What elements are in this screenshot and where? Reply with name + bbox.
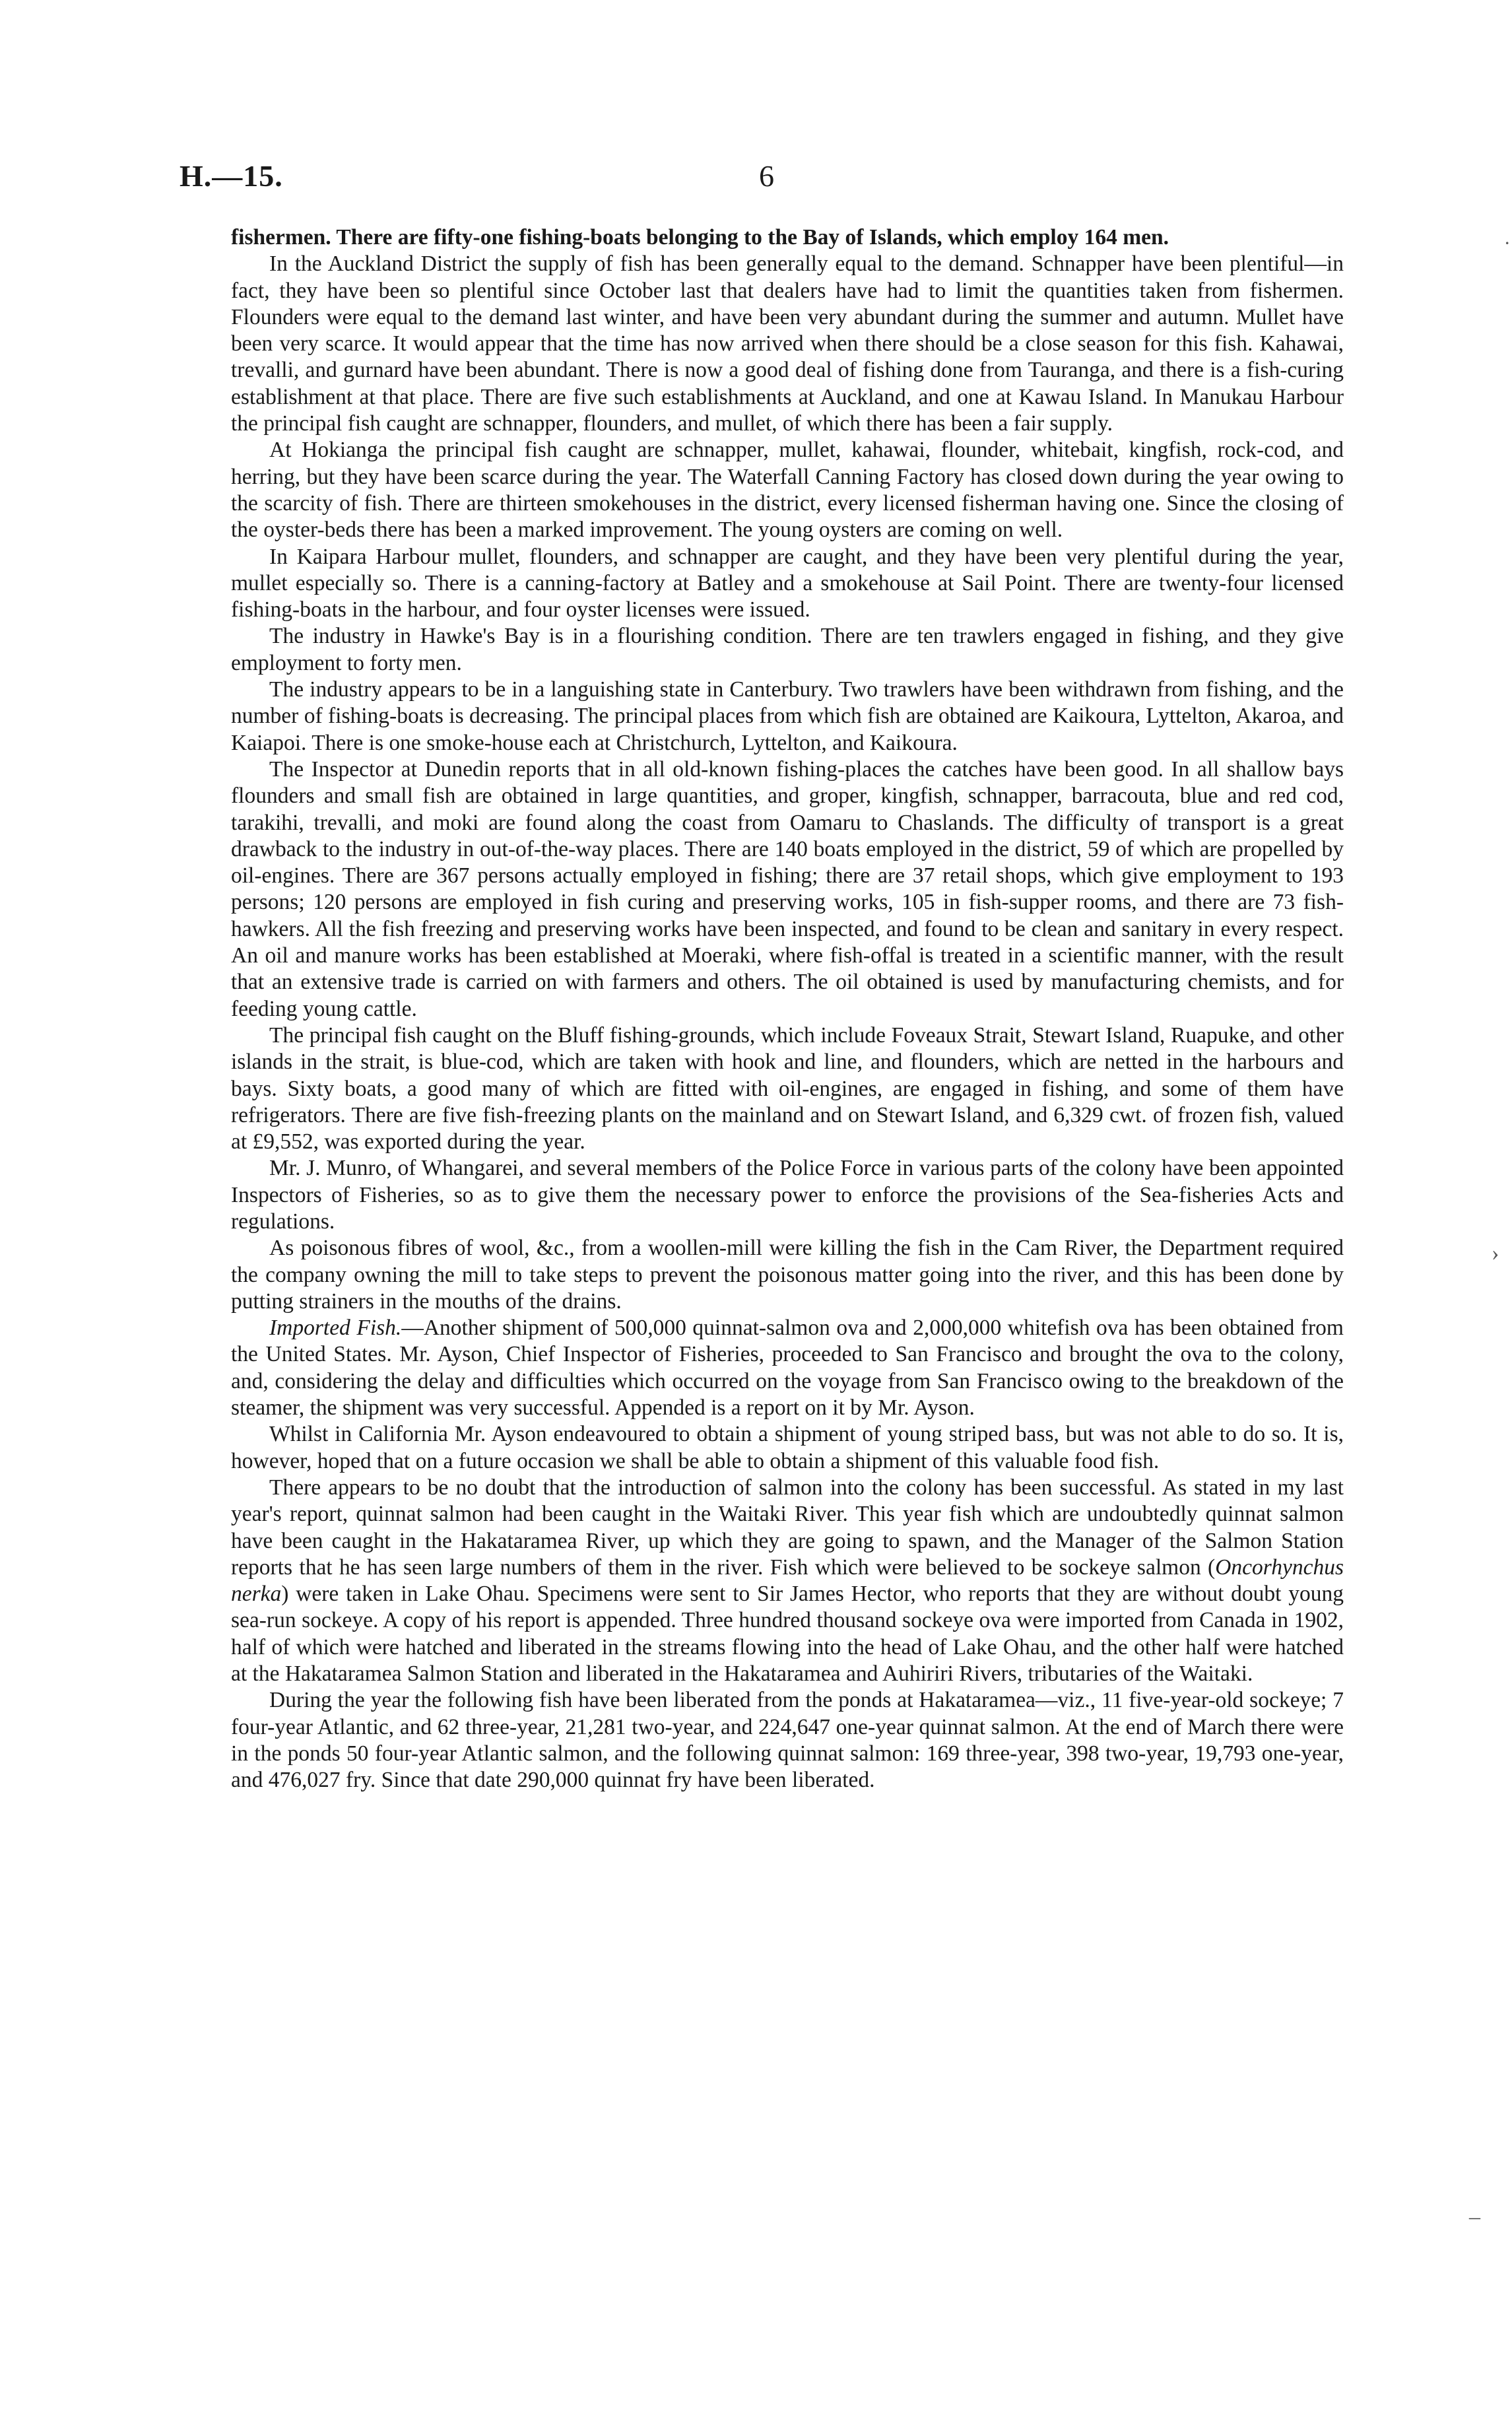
section-lead: Imported Fish.	[269, 1316, 402, 1341]
body-text	[231, 224, 1344, 1794]
paragraph-text: —Another shipment of 500,000 quinnat-salmon ova and 2,000,000 whitefish ova has been obtained from the United States. Mr. Ayson, Chief Inspector of Fisheries, proceeded to San Francisco and brought the ova to the colony, and, considering the delay and difficulties which occurred on the voyage from San Francisco owing to the breakdown of the steamer, the shipment was very successful. Appended is a report on it by Mr. Ayson.	[231, 1316, 1344, 1421]
paragraph-text: ) were taken in Lake Ohau. Specimens were sent to Sir James Hector, who reports that they are without doubt young sea-run sockeye. A copy of his report is appended. Three hundred thousand sockeye ova were imported from Canada in 1902, half of which were hatched and liberated in the streams flowing into the head of Lake Ohau, and the other half were hatched at the Hakataramea Salmon Station and liberated in the Hakataramea and Auhiriri Rivers, tributaries of the Waitaki.	[231, 1582, 1344, 1687]
paragraph: As poisonous fibres of wool, &c., from a woollen-mill were killing the fish in the Cam River, the Department required the company owning the mill to take steps to prevent the poisonous matter going into the river, and this has been done by putting strainers in the mouths of the drains.	[231, 1236, 1344, 1314]
paragraph: Whilst in California Mr. Ayson endeavoured to obtain a shipment of young striped bass, but was not able to do so. It is, however, hoped that on a future occasion we shall be able to obtain a shipment of this valuable food fish.	[231, 1422, 1344, 1473]
paragraph: In the Auckland District the supply of fish has been generally equal to the demand. Schnapper have been plentiful—in fact, they have been so plentiful since October last that dealers have had to limit the quantities taken from fishermen. Flounders were equal to the demand last winter, and have been very abundant during the summer and autumn. Mullet have been very scarce. It would appear that the time has now arrived when there should be a close season for this fish. Kahawai, trevalli, and gurnard have been abundant. There is now a good deal of fishing done from Tauranga, and there is a fish-curing establishment at that place. There are five such establishments at Auckland, and one at Kawau Island. In Manukau Harbour the principal fish caught are schnapper, flounders, and mullet, of which there has been a fair supply.	[231, 251, 1344, 436]
paragraph: During the year the following fish have been liberated from the ponds at Hakataramea—viz., 11 five-year-old sockeye; 7 four-year Atlantic, and 62 three-year, 21,281 two-year, and 224,647 one-year quinnat salmon. At the end of March there were in the ponds 50 four-year Atlantic salmon, and the following quinnat salmon: 169 three-year, 398 two-year, 19,793 one-year, and 476,027 fry. Since that date 290,000 quinnat fry have been liberated.	[231, 1688, 1344, 1793]
species-name: Oncorhynchus nerka	[231, 1555, 1344, 1607]
margin-mark: ˙	[1503, 238, 1511, 262]
paragraph: In Kaipara Harbour mullet, flounders, and schnapper are caught, and they have been very plentiful during the year, mullet especially so. There is a canning-factory at Batley and a smokehouse at Sail Point. There are twenty-four licensed fishing-boats in the harbour, and four oyster licenses were issued.	[231, 544, 1344, 622]
paragraph-text: There appears to be no doubt that the introduction of salmon into the colony has been successful. As stated in my last year's report, quinnat salmon had been caught in the Waitaki River. This year fish which are undoubtedly quinnat salmon have been caught in the Hakataramea River, up which they are going to spawn, and the Manager of the Salmon Station reports that he has seen large numbers of them in the river. Fish which were believed to be sockeye salmon (	[231, 1475, 1344, 1580]
margin-mark: ›	[1492, 1241, 1499, 1265]
paragraph: fishermen. There are fifty-one fishing-boats belonging to the Bay of Islands, which employ 164 men.	[231, 225, 1169, 250]
paragraph: The industry in Hawke's Bay is in a flourishing condition. There are ten trawlers engaged in fishing, and they give employment to forty men.	[231, 624, 1344, 675]
page-number: 6	[759, 159, 774, 193]
paragraph: The Inspector at Dunedin reports that in all old-known fishing-places the catches have been good. In all shallow bays flounders and small fish are obtained in large quantities, and groper, kingfish, schnapper, barracouta, blue and red cod, tarakihi, trevalli, and moki are found along the coast from Oamaru to Chaslands. The difficulty of transport is a great drawback to the industry in out-of-the-way places. There are 140 boats employed in the district, 59 of which are propelled by oil-engines. There are 367 persons actually employed in fishing; there are 37 retail shops, which give employment to 193 persons; 120 persons are employed in fish curing and preserving works, 105 in fish-supper rooms, and there are 73 fish-hawkers. All the fish freezing and preserving works have been inspected, and found to be clean and sanitary in every respect. An oil and manure works has been established at Moeraki, where fish-offal is treated in a scientific manner, with the result that an extensive trade is carried on with farmers and others. The oil obtained is used by manufacturing chemists, and for feeding young cattle.	[231, 756, 1344, 1021]
paragraph: The principal fish caught on the Bluff fishing-grounds, which include Foveaux Strait, Stewart Island, Ruapuke, and other islands in the strait, is blue-cod, which are taken with hook and line, and flounders, which are netted in the harbours and bays. Sixty boats, a good many of which are fitted with oil-engines, are engaged in fishing, and some of them have refrigerators. There are five fish-freezing plants on the mainland and on Stewart Island, and 6,329 cwt. of frozen fish, valued at £9,552, was exported during the year.	[231, 1022, 1344, 1155]
paragraph	[231, 1475, 1344, 1687]
paragraph: Mr. J. Munro, of Whangarei, and several members of the Police Force in various parts of the colony have been appointed Inspectors of Fisheries, so as to give them the necessary power to enforce the provisions of the Sea-fisheries Acts and regulations.	[231, 1156, 1344, 1234]
paragraph: At Hokianga the principal fish caught are schnapper, mullet, kahawai, flounder, whitebait, kingfish, rock-cod, and herring, but they have been scarce during the year. The Waterfall Canning Factory has closed down during the year owing to the scarcity of fish. There are thirteen smokehouses in the district, every licensed fisherman having one. Since the closing of the oyster-beds there has been a marked improvement. The young oysters are coming on well.	[231, 438, 1344, 543]
margin-mark: –	[1469, 2205, 1480, 2229]
paragraph	[231, 1315, 1344, 1421]
report-reference: H.—15.	[180, 159, 283, 193]
paragraph: The industry appears to be in a languishing state in Canterbury. Two trawlers have been withdrawn from fishing, and the number of fishing-boats is decreasing. The principal places from which fish are obtained are Kaikoura, Lyttelton, Akaroa, and Kaiapoi. There is one smoke-house each at Christchurch, Lyttelton, and Kaikoura.	[231, 677, 1344, 755]
